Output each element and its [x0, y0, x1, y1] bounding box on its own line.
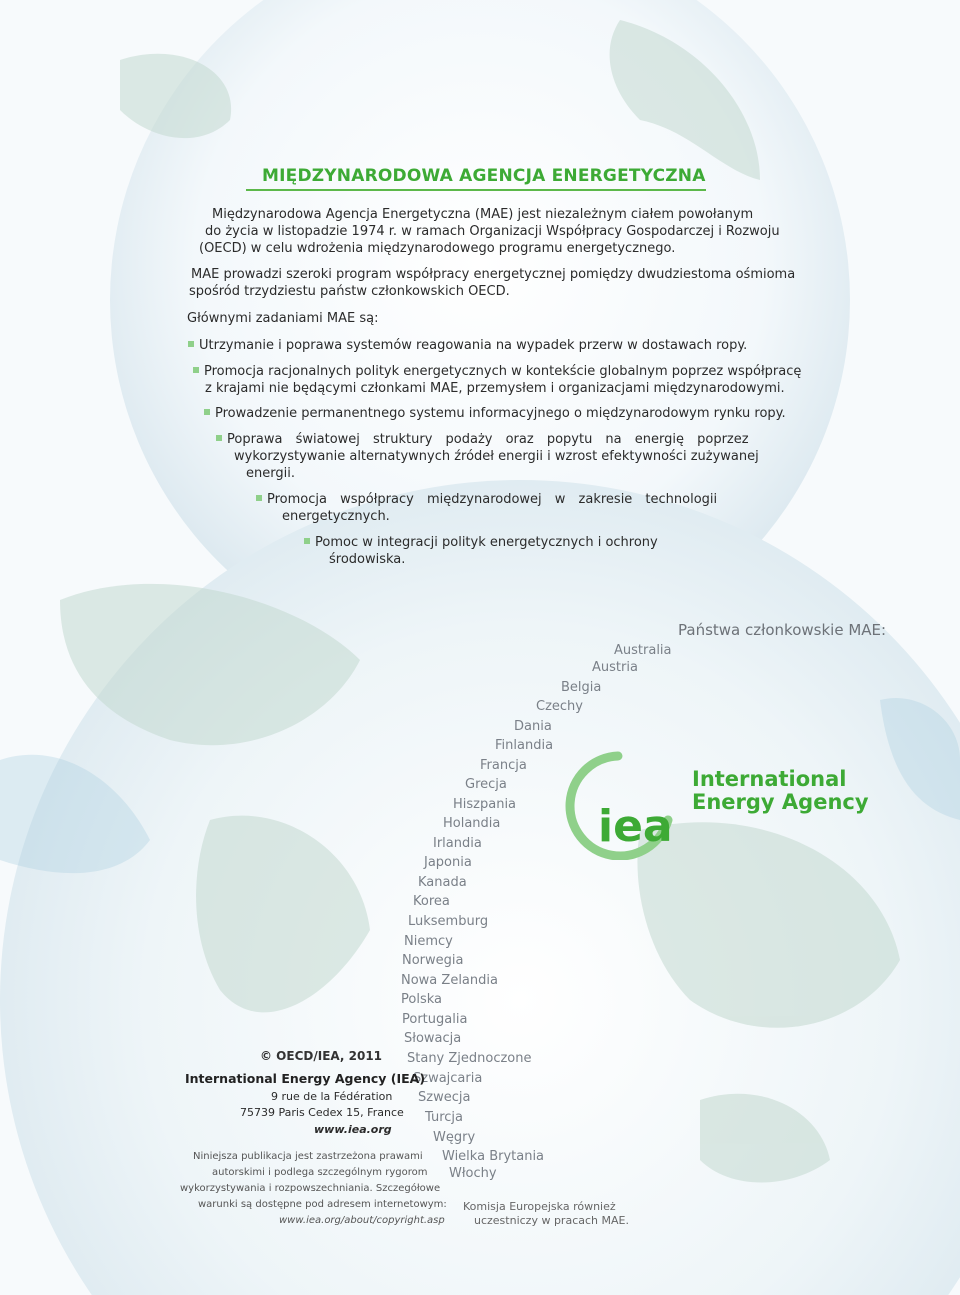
- country-item: Włochy: [449, 1166, 497, 1181]
- task-item-continuation: [234, 448, 759, 465]
- members-heading: Państwa członkowskie MAE:: [678, 621, 887, 639]
- task-item: [204, 405, 786, 422]
- bullet-icon: [216, 435, 222, 441]
- intro-paragraph-1-line-2: [205, 223, 780, 240]
- country-item: Holandia: [443, 816, 501, 831]
- copyright-text: © OECD/IEA, 2011: [260, 1049, 383, 1063]
- task-line: energetycznych.: [282, 509, 390, 524]
- country-item: Portugalia: [402, 1012, 468, 1027]
- task-item-continuation: [246, 465, 295, 482]
- country-item: Polska: [401, 992, 442, 1007]
- ec-note-line-1: Komisja Europejska również: [463, 1200, 616, 1213]
- task-line: Prowadzenie permanentnego systemu informacyjnego o międzynarodowym rynku ropy.: [215, 406, 786, 421]
- country-item: Stany Zjednoczone: [407, 1051, 532, 1066]
- task-line: Promocja racjonalnych polityk energetycznych w kontekście globalnym poprzez współpracę: [204, 364, 802, 379]
- task-item-continuation: [282, 508, 390, 525]
- country-item: Szwecja: [418, 1090, 471, 1105]
- bullet-icon: [304, 538, 310, 544]
- bullet-icon: [256, 495, 262, 501]
- country-item: Francja: [480, 758, 527, 773]
- country-item: Nowa Zelandia: [401, 973, 498, 988]
- ec-note-line-2: uczestniczy w pracach MAE.: [474, 1214, 629, 1227]
- intro-line: MAE prowadzi szeroki program współpracy energetycznej pomiędzy dwudziestoma ośmioma: [191, 267, 796, 282]
- brand-line-1: International: [692, 767, 847, 791]
- intro-paragraph-1-line-3: [199, 240, 675, 257]
- task-item: [304, 534, 658, 551]
- task-line: Utrzymanie i poprawa systemów reagowania na wypadek przerw w dostawach ropy.: [199, 338, 748, 353]
- rights-line-2: autorskimi i podlega szczególnym rygorom: [212, 1167, 428, 1178]
- task-line: wykorzystywanie alternatywnych źródeł energii i wzrost efektywności zużywanej: [234, 449, 759, 464]
- bullet-icon: [188, 341, 194, 347]
- brand-name: [692, 768, 869, 814]
- intro-paragraph-2: [191, 266, 795, 283]
- title-underline: [246, 189, 706, 191]
- iea-logo-icon: [558, 750, 678, 860]
- intro-line: Międzynarodowa Agencja Energetyczna (MAE) jest niezależnym ciałem powołanym: [212, 207, 754, 222]
- task-item: [216, 431, 749, 448]
- task-line: Pomoc w integracji polityk energetycznych i ochrony: [315, 535, 658, 550]
- publisher-org: International Energy Agency (IEA): [185, 1071, 426, 1086]
- publisher-address-1: 9 rue de la Fédération: [271, 1090, 393, 1103]
- country-item: Czechy: [536, 699, 583, 714]
- rights-url-link[interactable]: www.iea.org/about/copyright.asp: [279, 1215, 445, 1226]
- publisher-address-2: 75739 Paris Cedex 15, France: [240, 1106, 404, 1119]
- country-item: Turcja: [425, 1110, 463, 1125]
- task-item-continuation: [329, 551, 405, 568]
- country-item: Luksemburg: [408, 914, 489, 929]
- country-item: Norwegia: [402, 953, 464, 968]
- brand-line-2: Energy Agency: [692, 790, 869, 814]
- bullet-icon: [193, 367, 199, 373]
- intro-line: spośród trzydziestu państw członkowskich OECD.: [189, 284, 510, 299]
- task-line: Promocja współpracy międzynarodowej w zakresie technologii: [267, 492, 718, 507]
- rights-line-1: Niniejsza publikacja jest zastrzeżona prawami: [193, 1151, 423, 1162]
- country-item: Kanada: [418, 875, 467, 890]
- publisher-website-link[interactable]: www.iea.org: [314, 1123, 392, 1136]
- task-line: Poprawa światowej struktury podaży oraz popytu na energię poprzez: [227, 432, 749, 447]
- country-item: Finlandia: [495, 738, 554, 753]
- bullet-icon: [204, 409, 210, 415]
- intro-line: do życia w listopadzie 1974 r. w ramach Organizacji Współpracy Gospodarczej i Rozwoju: [205, 224, 780, 239]
- task-line: z krajami nie będącymi członkami MAE, przemysłem i organizacjami międzynarodowymi.: [205, 381, 785, 396]
- country-item: Australia: [614, 643, 672, 658]
- iea-mark-text: iea: [598, 801, 673, 852]
- country-item: Japonia: [424, 855, 472, 870]
- task-item-continuation: [205, 380, 785, 397]
- task-line: energii.: [246, 466, 295, 481]
- task-item: [193, 363, 801, 380]
- page-title: MIĘDZYNARODOWA AGENCJA ENERGETYCZNA: [262, 166, 706, 186]
- country-item: Grecja: [465, 777, 507, 792]
- country-item: Szwajcaria: [413, 1071, 483, 1086]
- country-item: Dania: [514, 719, 552, 734]
- country-item: Korea: [413, 894, 450, 909]
- task-item: [256, 491, 717, 508]
- intro-paragraph-1: [212, 206, 753, 223]
- country-item: Słowacja: [404, 1031, 462, 1046]
- country-item: Belgia: [561, 680, 602, 695]
- country-item: Wielka Brytania: [442, 1149, 545, 1164]
- tasks-heading: Głównymi zadaniami MAE są:: [187, 311, 379, 326]
- country-item: Niemcy: [404, 934, 453, 949]
- task-line: środowiska.: [329, 552, 406, 567]
- country-item: Irlandia: [433, 836, 482, 851]
- rights-line-3: wykorzystywania i rozpowszechniania. Szczegółowe: [180, 1183, 441, 1194]
- intro-line: (OECD) w celu wdrożenia międzynarodowego programu energetycznego.: [199, 241, 676, 256]
- rights-line-4: warunki są dostępne pod adresem internetowym:: [198, 1199, 447, 1210]
- task-item: [188, 337, 747, 354]
- intro-paragraph-2-line-2: [189, 283, 510, 300]
- country-item: Austria: [592, 660, 638, 675]
- country-item: Hiszpania: [453, 797, 517, 812]
- country-item: Węgry: [433, 1130, 476, 1145]
